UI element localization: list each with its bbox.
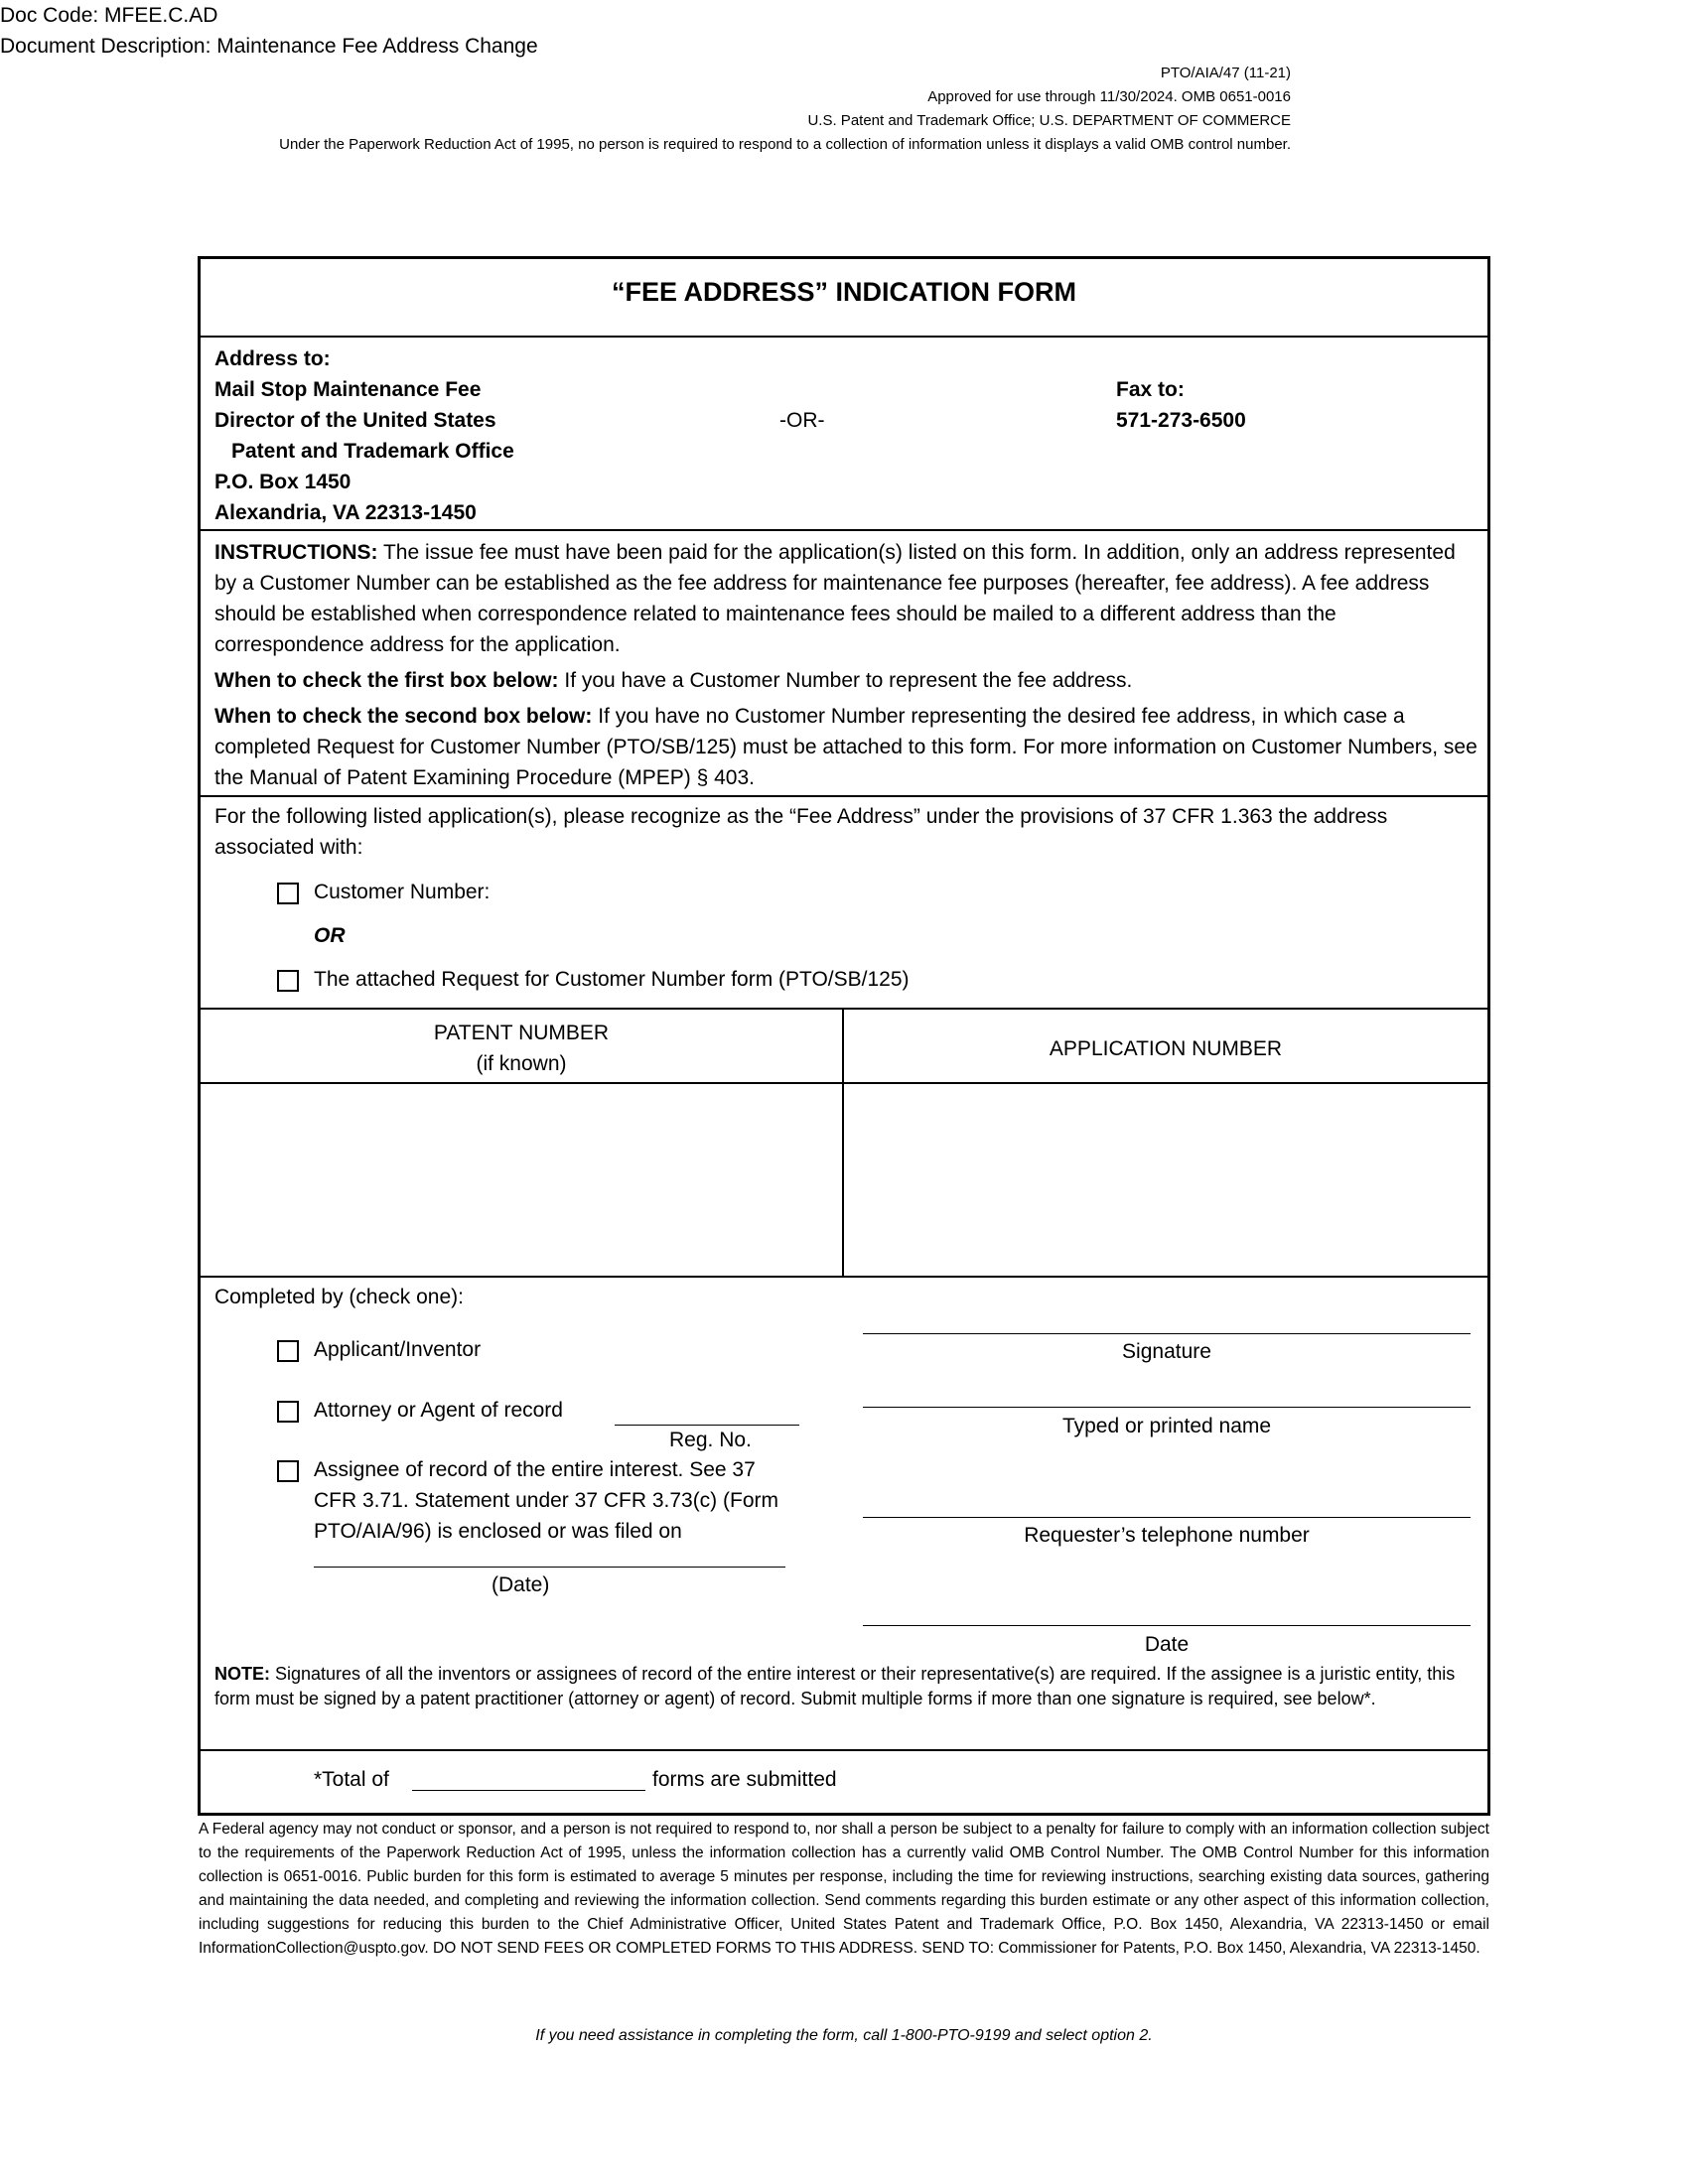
assignee-date-field[interactable] <box>314 1567 785 1568</box>
burden-statement: A Federal agency may not conduct or sponsor, and a person is not required to respond to, nor shall a person be subject to a penalty for failure to comply with an information collection subject to the requirements of the Paperwork Reduction Act of 1995, unless the information collection has a currently valid OMB Control Number. The OMB Control Number for this information collection is 0651-0016. Public burden for this form is estimated to average 5 minutes per response, including the time for reviewing instructions, searching existing data sources, gathering and maintaining the data needed, and completing and reviewing the information collection. Send comments regarding this burden estimate or any other aspect of this information collection, including suggestions for reducing this burden to the Chief Administrative Officer, United States Patent and Trademark Office, P.O. Box 1450, Alexandria, VA 22313-1450 or email InformationCollection@uspto.gov. DO NOT SEND FEES OR COMPLETED FORMS TO THIS ADDRESS. SEND TO: Commissioner for Patents, P.O. Box 1450, Alexandria, VA 22313-1450. <box>199 1821 1489 1957</box>
reg-no-label: Reg. No. <box>669 1429 752 1451</box>
or-separator: -OR- <box>779 409 825 432</box>
address-line: Alexandria, VA 22313-1450 <box>214 501 477 524</box>
assignee-label: Assignee of record of the entire interest. See 37 CFR 3.71. Statement under 37 CFR 3.73(c) (Form PTO/AIA/96) is enclosed or was filed on <box>314 1458 778 1543</box>
completed-by-label: Completed by (check one): <box>214 1286 464 1308</box>
doc-description: Document Description: Maintenance Fee Address Change <box>0 35 538 58</box>
customer-number-label: Customer Number: <box>314 881 491 903</box>
address-label: Address to: <box>214 347 331 370</box>
patent-number-subheader: (if known) <box>476 1052 567 1075</box>
document-header <box>0 0 1688 62</box>
instructions-text: The issue fee must have been paid for the application(s) listed on this form. In addition, only an address represented by a Customer Number can be established as the fee address for maintenance fee purposes (hereafter, fee address). A fee address should be established when correspondence related to maintenance fees should be mailed to a different address than the correspondence address for the application. <box>214 541 1456 656</box>
address-line: P.O. Box 1450 <box>214 471 352 493</box>
signature-field[interactable] <box>863 1333 1471 1334</box>
total-suffix: forms are submitted <box>652 1768 837 1791</box>
assistance-note: If you need assistance in completing the form, call 1-800-PTO-9199 and select option 2. <box>535 2027 1153 2044</box>
fee-address-form <box>198 256 1490 1816</box>
applicant-inventor-checkbox[interactable] <box>277 1340 299 1362</box>
or-label: OR <box>314 924 346 947</box>
signature-label: Signature <box>1122 1340 1211 1363</box>
address-line: Director of the United States <box>214 409 496 432</box>
divider <box>201 1276 1487 1278</box>
typed-name-label: Typed or printed name <box>1061 1415 1272 1437</box>
application-number-header: APPLICATION NUMBER <box>1049 1037 1283 1060</box>
first-box-text: If you have a Customer Number to represent the fee address. <box>558 669 1133 692</box>
divider <box>201 1008 1487 1010</box>
recognition-text: For the following listed application(s), please recognize as the “Fee Address” under the provisions of 37 CFR 1.363 the address associated with: <box>214 805 1388 859</box>
address-line: Patent and Trademark Office <box>231 440 514 463</box>
note-label: NOTE: <box>214 1664 270 1684</box>
divider <box>201 336 1487 338</box>
fax-label: Fax to: <box>1116 378 1185 401</box>
fax-number: 571-273-6500 <box>1116 409 1246 432</box>
form-metadata <box>0 62 1291 157</box>
approval-notice: Approved for use through 11/30/2024. OMB 0651-0016 <box>927 88 1291 105</box>
attorney-agent-label: Attorney or Agent of record <box>314 1399 563 1422</box>
patent-number-header-label: PATENT NUMBER <box>433 1022 610 1044</box>
doc-code: Doc Code: MFEE.C.AD <box>0 4 218 27</box>
second-box-label: When to check the second box below: <box>214 705 593 728</box>
fax-block <box>1116 374 1246 436</box>
patent-number-field[interactable] <box>205 1086 838 1273</box>
second-box-text: If you have no Customer Number representing the desired fee address, in which case a completed Request for Customer Number (PTO/SB/125) must be attached to this form. For more information on Customer Numbers, see the Manual of Patent Examining Procedure (MPEP) § 403. <box>214 705 1477 789</box>
patent-number-header <box>201 1018 842 1079</box>
agency-name: U.S. Patent and Trademark Office; U.S. DEPARTMENT OF COMMERCE <box>807 112 1291 129</box>
telephone-label: Requester’s telephone number <box>1024 1524 1310 1547</box>
typed-name-field[interactable] <box>863 1407 1471 1408</box>
telephone-field[interactable] <box>863 1517 1471 1518</box>
form-number: PTO/AIA/47 (11-21) <box>1160 65 1291 81</box>
divider <box>201 795 1487 797</box>
attorney-agent-checkbox[interactable] <box>277 1401 299 1423</box>
assignee-checkbox[interactable] <box>277 1460 299 1482</box>
attached-request-checkbox[interactable] <box>277 970 299 992</box>
application-number-field[interactable] <box>848 1086 1485 1273</box>
mailing-address <box>214 343 514 528</box>
date-label: Date <box>1144 1633 1190 1656</box>
instructions <box>214 537 1477 793</box>
total-forms-field[interactable] <box>412 1790 645 1791</box>
total-prefix: *Total of <box>314 1768 389 1791</box>
date-field[interactable] <box>863 1625 1471 1626</box>
note <box>214 1662 1477 1711</box>
divider <box>201 529 1487 531</box>
assignee-date-label: (Date) <box>492 1573 550 1596</box>
first-box-label: When to check the first box below: <box>214 669 559 692</box>
attached-request-label: The attached Request for Customer Number form (PTO/SB/125) <box>314 968 910 991</box>
divider <box>201 1749 1487 1751</box>
customer-number-checkbox[interactable] <box>277 883 299 904</box>
paperwork-notice: Under the Paperwork Reduction Act of 1995, no person is required to respond to a collection of information unless it displays a valid OMB control number. <box>279 136 1291 153</box>
address-line: Mail Stop Maintenance Fee <box>214 378 482 401</box>
applicant-inventor-label: Applicant/Inventor <box>314 1338 482 1361</box>
form-title: “FEE ADDRESS” INDICATION FORM <box>611 277 1076 307</box>
instructions-label: INSTRUCTIONS: <box>214 541 378 564</box>
note-text: Signatures of all the inventors or assignees of record of the entire interest or their representative(s) are required. If the assignee is a juristic entity, this form must be signed by a patent practitioner (attorney or agent) of record. Submit multiple forms if more than one signature is required, see below*. <box>214 1664 1456 1708</box>
divider <box>201 1082 1487 1084</box>
